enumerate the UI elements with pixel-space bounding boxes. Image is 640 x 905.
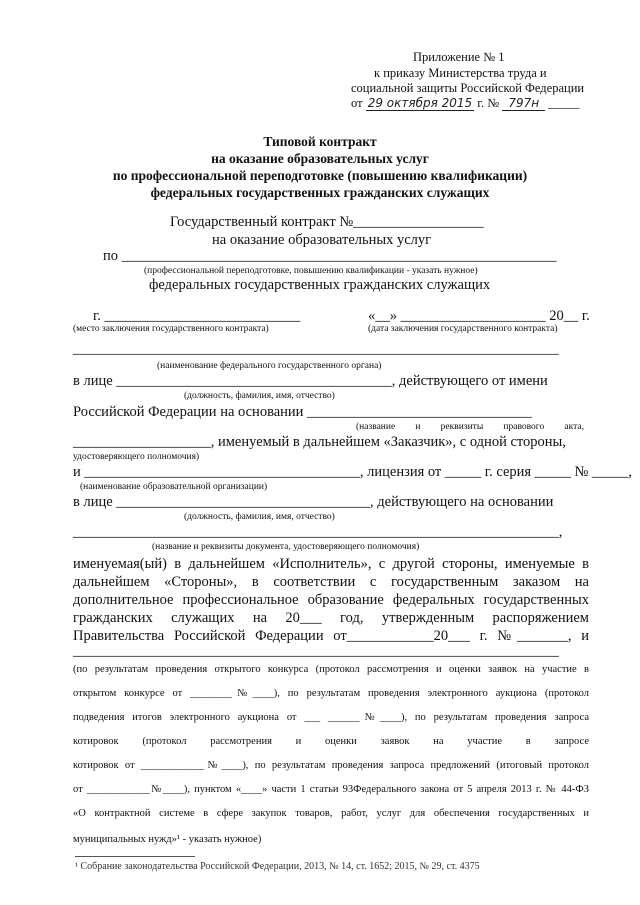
body-line-3: Российской Федерации на основании _______________________________ — [73, 404, 532, 420]
body-line-7: ___________________________________________________________________, — [73, 524, 563, 540]
footnote-text: ¹ Собрание законодательства Российской Федерации, 2013, № 14, ст. 1652; 2015, № 29, ст. 4375 — [75, 861, 480, 872]
body-line-6: в лице ___________________________________, действующего на основании — [73, 494, 554, 510]
contract-services-line: на оказание образовательных услуг — [212, 232, 432, 248]
body-caption-7: (название и реквизиты документа, удостоверяющего полномочия) — [152, 542, 420, 552]
body-caption-6: (должность, фамилия, имя, отчество) — [184, 512, 335, 522]
date-caption: (дата заключения государственного контракта) — [368, 324, 558, 334]
place-caption: (место заключения государственного контракта) — [73, 324, 269, 334]
contract-number-line: Государственный контракт №__________________ — [170, 214, 484, 230]
body-caption-5: (наименование образовательной организации) — [80, 482, 268, 492]
date-prefix: от — [351, 96, 363, 110]
contract-po-caption: (профессиональной переподготовке, повышению квалификации - указать нужное) — [144, 266, 478, 276]
procurement-line-2: открытом конкурсе от ________№____), по результатам проведения электронного аукциона (протокол — [73, 688, 589, 699]
body-line-4: ___________________, именуемый в дальнейшем «Заказчик», с одной стороны, — [73, 434, 566, 450]
blank-line: ___________________________________________________________________ — [73, 643, 559, 659]
body-line-5: и ______________________________________, лицензия от _____ г. серия _____ № _____, — [73, 464, 632, 480]
procurement-line-3: подведения итогов электронного аукциона от ___ ______№____), по результатам проведения запроса — [73, 712, 589, 723]
handwritten-number: 797н — [502, 96, 545, 111]
paragraph-line-3: дополнительное профессиональное образование федеральных государственных — [73, 592, 589, 608]
year-suffix: г. № — [477, 96, 500, 110]
body-caption-3: (название и реквизиты правового акта, — [356, 422, 584, 432]
title-line-4: федеральных государственных гражданских служащих — [150, 185, 490, 200]
contract-servants-line: федеральных государственных гражданских служащих — [149, 277, 491, 293]
paragraph-line-1: именуемая(ый) в дальнейшем «Исполнитель», с другой стороны, именуемые в — [73, 556, 589, 572]
title-line-1: Типовой контракт — [263, 134, 377, 149]
procurement-line-6: от ____________№____), пунктом «____» части 1 статьи 93Федерального закона от 5 апреля 2013 г. № 44-ФЗ — [73, 784, 589, 795]
contract-po-line: по ____________________________________________________________ — [103, 248, 557, 264]
body-caption-1: (наименование федерального государственного органа) — [157, 361, 382, 371]
body-line-2: в лице ______________________________________, действующего от имени — [73, 373, 548, 389]
procurement-line-4: котировок (протокол рассмотрения и оценки заявок на участие в запросе — [73, 736, 589, 747]
header-trail: _____ — [548, 96, 580, 110]
appendix-order: к приказу Министерства труда и — [374, 66, 547, 80]
title-line-3: по профессиональной переподготовке (повышению квалификации) — [112, 168, 528, 183]
title-line-2: на оказание образовательных услуг — [211, 151, 429, 166]
procurement-line-7: «О контрактной системе в сфере закупок товаров, работ, услуг для обеспечения государственных и — [73, 808, 589, 819]
appendix-ministry: социальной защиты Российской Федерации — [351, 81, 585, 95]
place-field: г. ___________________________ — [93, 308, 301, 324]
procurement-line-8: муниципальных нужд»¹ - указать нужное) — [73, 834, 262, 845]
procurement-line-1: (по результатам проведения открытого конкурса (протокол рассмотрения и оценки заявок на участие в — [73, 664, 589, 675]
appendix-title: Приложение № 1 — [413, 50, 505, 64]
procurement-line-5: котировок от ____________№____), по результатам проведения запроса предложений (итоговый протокол — [73, 760, 589, 771]
handwritten-date: 29 октября 2015 — [367, 96, 473, 110]
appendix-date-line — [351, 96, 591, 111]
body-line-1: ___________________________________________________________________ — [73, 341, 559, 357]
paragraph-line-5: Правительства Российской Федерации от____________20___ г. №_______, и — [73, 628, 589, 644]
footnote-divider — [75, 856, 195, 857]
body-caption-2: (должность, фамилия, имя, отчество) — [184, 391, 335, 401]
paragraph-line-4: гражданских служащих на 20___ год, утвержденным распоряжением — [73, 610, 589, 626]
date-field: «__» ____________________ 20__ г. — [368, 308, 590, 324]
paragraph-line-2: дальнейшем «Стороны», в соответствии с государственным заказом на — [73, 574, 589, 590]
body-caption-4: удостоверяющего полномочия) — [73, 452, 200, 462]
